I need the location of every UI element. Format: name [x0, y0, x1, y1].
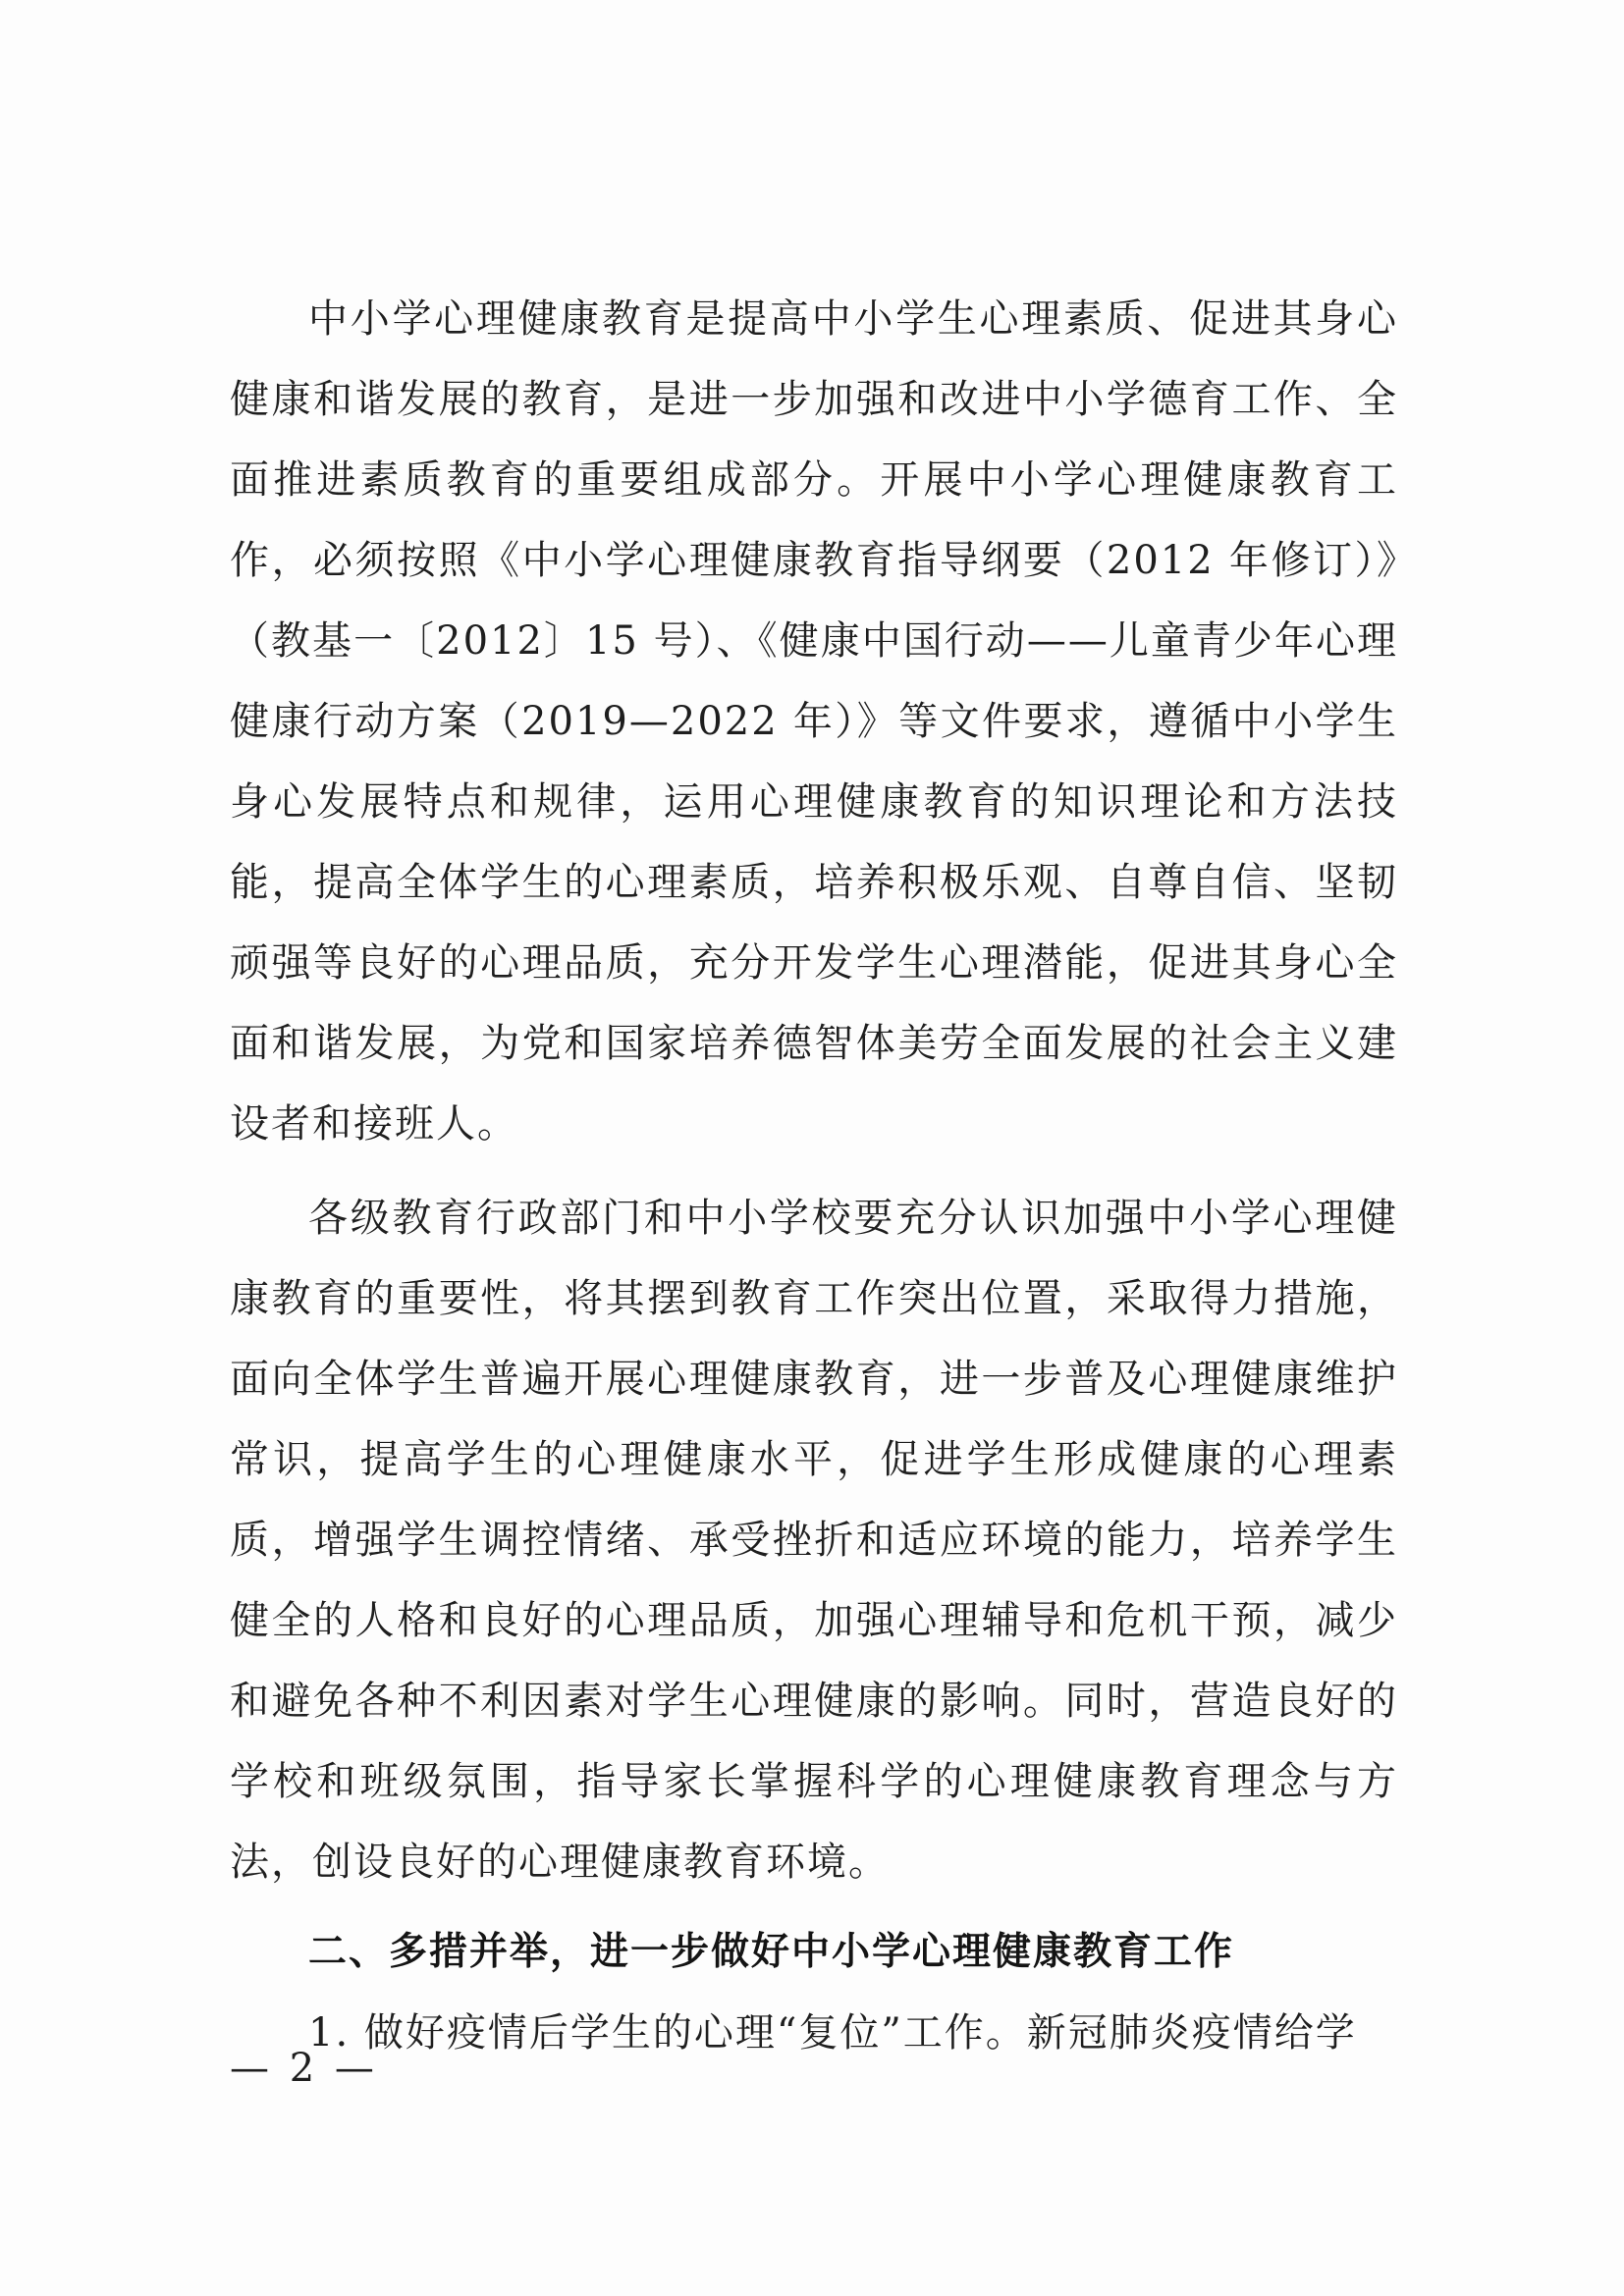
paragraph-item-1: 1. 做好疫情后学生的心理“复位”工作。新冠肺炎疫情给学	[308, 2010, 1357, 2056]
paragraph-intro: 中小学心理健康教育是提高中小学生心理素质、促进其身心健康和谐发展的教育，是进一步加强和改进中小学德育工作、全面推进素质教育的重要组成部分。开展中小学心理健康教育工作，必须按照《中小学心理健康教育指导纲要（2012 年修订）》（教基一〔2012〕15 号）、《健康中国行动——儿童青少年心理健康行动方案（2019—2022 年）》等文件要求，遵循中小学生身心发展特点和规律，运用心理健康教育的知识理论和方法技能，提高全体学生的心理素质，培养积极乐观、自尊自信、坚韧顽强等良好的心理品质，充分开发学生心理潜能，促进其身心全面和谐发展，为党和国家培养德智体美劳全面发展的社会主义建设者和接班人。	[230, 296, 1398, 1147]
document-body	[230, 279, 1398, 2073]
page-number: — 2 —	[230, 2046, 378, 2091]
paragraph-requirements: 各级教育行政部门和中小学校要充分认识加强中小学心理健康教育的重要性，将其摆到教育工作突出位置，采取得力措施，面向全体学生普遍开展心理健康教育，进一步普及心理健康维护常识，提高学生的心理健康水平，促进学生形成健康的心理素质，增强学生调控情绪、承受挫折和适应环境的能力，培养学生健全的人格和良好的心理品质，加强心理辅导和危机干预，减少和避免各种不利因素对学生心理健康的影响。同时，营造良好的学校和班级氛围，指导家长掌握科学的心理健康教育理念与方法，创设良好的心理健康教育环境。	[230, 1196, 1398, 1885]
section-heading-2: 二、多措并举，进一步做好中小学心理健康教育工作	[308, 1930, 1235, 1974]
